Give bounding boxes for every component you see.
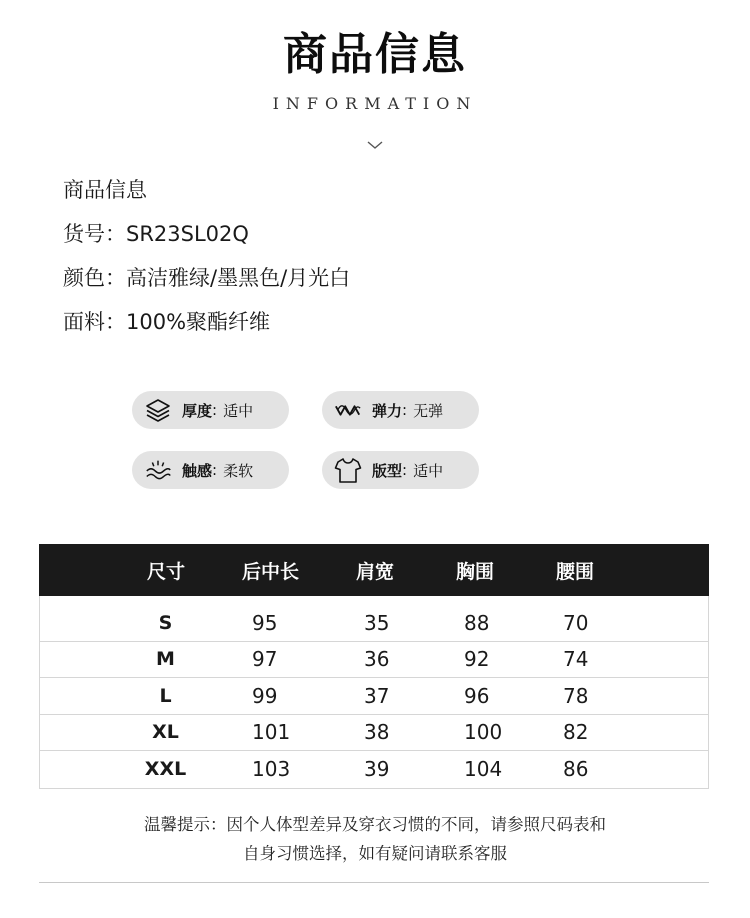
attribute-key: 触感 [182,461,213,480]
table-cell: 103 [252,757,291,781]
table-cell: 95 [252,611,278,635]
table-row [40,678,708,715]
table-cell: 37 [364,684,390,708]
table-cell-size: XXL [144,758,187,780]
attribute-key: 弹力 [372,401,403,420]
note-line: 温馨提示：因个人体型差异及穿衣习惯的不同，请参照尺码表和 [144,815,606,834]
table-cell: 78 [563,684,589,708]
table-cell: 35 [364,611,390,635]
table-cell: 92 [464,647,490,671]
page-subtitle: INFORMATION [272,94,478,113]
table-cell-size: XL [152,721,179,743]
attribute-key: 版型 [372,461,403,480]
info-label: 面料： [63,310,126,334]
table-cell: 101 [252,720,291,744]
attribute-value: 无弹 [413,401,444,420]
layers-icon [144,396,172,424]
attribute-fit [322,451,479,489]
table-cell: 70 [563,611,589,635]
table-row [40,605,708,642]
table-cell: 86 [563,757,589,781]
tshirt-icon [334,456,362,484]
table-cell: 104 [464,757,503,781]
table-cell-size: M [156,648,175,670]
info-value: 100%聚酯纤维 [126,310,271,334]
table-header [39,544,709,596]
note-line: 自身习惯选择，如有疑问请联系客服 [243,844,507,863]
table-row [40,751,708,787]
table-cell: 82 [563,720,589,744]
table-cell-size: L [159,685,172,707]
info-line-fabric [63,304,350,348]
attribute-separator: : [212,401,218,419]
product-info [63,172,350,348]
table-row [40,714,708,751]
attribute-value: 适中 [223,401,254,420]
attribute-separator: : [212,461,218,479]
column-header: 肩宽 [356,560,395,583]
info-label: 颜色： [63,266,126,290]
info-value: 高洁雅绿/墨黑色/月光白 [126,266,351,290]
info-line-sku [63,216,350,260]
column-header: 尺寸 [147,560,186,583]
stretch-wave-icon [334,396,362,424]
info-heading: 商品信息 [63,178,147,202]
table-cell-size: S [158,612,173,634]
attribute-separator: : [402,461,408,479]
table-cell: 74 [563,647,589,671]
table-cell: 38 [364,720,390,744]
chevron-down-icon [365,138,385,152]
table-cell: 96 [464,684,490,708]
attribute-key: 厚度 [182,401,213,420]
size-table [39,544,709,789]
column-header: 腰围 [556,560,595,583]
table-row [40,641,708,678]
divider [39,882,709,883]
column-header: 后中长 [242,560,300,583]
table-cell: 97 [252,647,278,671]
table-cell: 99 [252,684,278,708]
table-cell: 88 [464,611,490,635]
size-note [0,810,750,868]
attribute-value: 适中 [413,461,444,480]
touch-waves-icon [144,456,172,484]
page-title: 商品信息 [283,29,467,80]
table-cell: 100 [464,720,503,744]
attribute-value: 柔软 [223,461,254,480]
column-header: 胸围 [456,560,495,583]
attribute-thickness [132,391,289,429]
info-line-color [63,260,350,304]
table-cell: 39 [364,757,390,781]
info-label: 货号： [63,222,126,246]
attribute-touch [132,451,289,489]
info-value: SR23SL02Q [126,222,249,246]
attribute-elasticity [322,391,479,429]
table-cell: 36 [364,647,390,671]
attribute-separator: : [402,401,408,419]
